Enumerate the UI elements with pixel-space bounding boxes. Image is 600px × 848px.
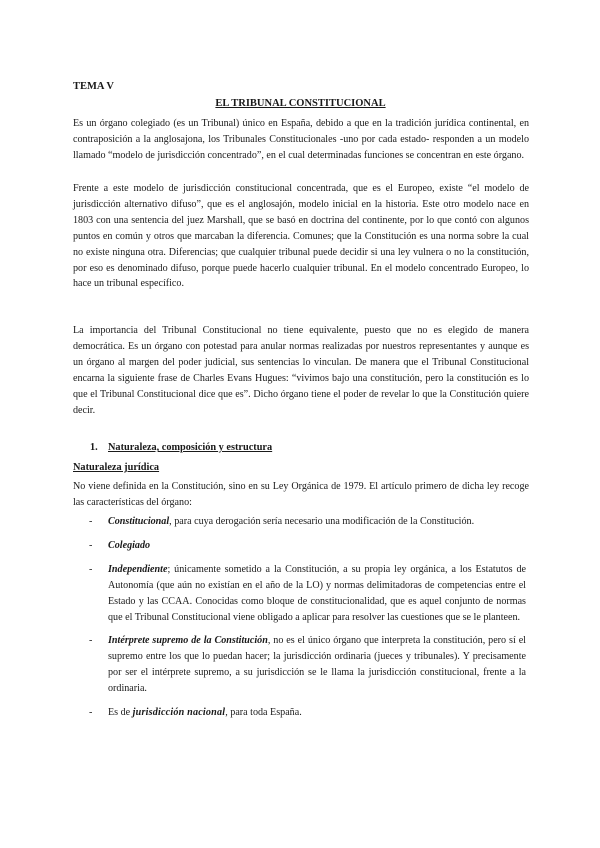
dash-bullet: -: [89, 707, 93, 719]
intro-paragraph-2: Frente a este modelo de jurisdicción constitucional concentrada, que es el Europeo, existe “el modelo de jurisdicción alternativo difuso”, que es el anglosajón, modelo inicial en la historia. Este otro modelo nace en 1803 con una sentencia del juez Marshall, que se basó en doctrina del continente, por lo que contó con algunos puntos en común y otros que marcaban la diferencia. Comunes; que la Constitución es una norma sobre la cual no existe ninguna otra. Diferencias; que cualquier tribunal puede decidir si una ley vulnera o no la constitución, por eso es denominado difuso, porque puede hacerlo cualquier tribunal. En el modelo concentrado Europeo, lo hace un tribunal específico.: [73, 183, 529, 290]
dash-bullet: -: [89, 563, 93, 575]
list-text: , para toda España.: [225, 707, 302, 719]
section-heading: [90, 441, 272, 455]
list-text: , para cuya derogación sería necesario una modificación de la Constitución.: [169, 516, 475, 527]
list-term: Colegiado: [108, 539, 151, 551]
list-text-prefix: Es de: [108, 707, 133, 719]
list-term: Constitucional: [108, 516, 170, 527]
list-term: jurisdicción nacional: [132, 707, 226, 719]
tema-label: TEMA V: [73, 81, 114, 92]
dash-bullet: -: [89, 516, 93, 527]
section-number: 1.: [90, 442, 98, 453]
dash-bullet: -: [89, 635, 93, 647]
list-term: Independiente: [108, 563, 168, 575]
list-item: [73, 514, 533, 530]
list-text: ; únicamente sometido a la Constitución, a su propia ley orgánica, a los Estatutos de Autonomía (que aún no existían en el año de la LO) y normas delimitadoras de competencias entre el Estado y las CCAA. Conocidas como bloque de constitucionalidad, que es aquel conjunto de normas que el Tribunal Constitucional viene obligado a aplicar para resolver las cuestiones que se le planteen.: [108, 563, 526, 623]
section-title: Naturaleza, composición y estructura: [108, 442, 273, 453]
dash-bullet: -: [89, 539, 93, 551]
list-text: , no es el único órgano que interpreta la constitución, pero sí el supremo entre los que lo puedan hacer; la jurisdicción ordinaria (jueces y tribunales). Y precisamente por ser el intérprete supremo, a su jurisdicción se le llama la jurisdicción constitucional, frente a la ordinaria.: [108, 635, 526, 695]
list-item: [73, 538, 533, 554]
intro-paragraph-1: Es un órgano colegiado (es un Tribunal) único en España, debido a que en la tradición jurídica continental, en contraposición a la anglosajona, los Tribunales Constitucionales -uno por cada estado- responden a un modelo llamado “modelo de jurisdicción concentrado”, en el cual determinadas funciones se concentran en este órgano.: [73, 118, 529, 161]
list-item: [73, 705, 533, 721]
page-title: EL TRIBUNAL CONSTITUCIONAL: [215, 98, 386, 109]
subsection-heading: Naturaleza jurídica: [73, 462, 160, 473]
list-item: [73, 633, 533, 697]
characteristics-list: [73, 514, 533, 729]
intro-paragraph-3: La importancia del Tribunal Constitucional no tiene equivalente, puesto que no es elegido de manera democrática. Es un órgano con potestad para anular normas realizadas por nuestros representantes y aunque es un órgano al margen del poder judicial, sus sentencias lo vinculan. De manera que el Tribunal Constitucional encarna la siguiente frase de Charles Evans Hugues: “vivimos bajo una constitución, pero la constitución es lo que el Tribunal Constitucional dice que es”. Dicho órgano tiene el poder de revelar lo que la Constitución quiere decir.: [73, 325, 529, 416]
list-item: [73, 562, 533, 626]
list-term: Intérprete supremo de la Constitución: [108, 635, 268, 647]
section-paragraph: No viene definida en la Constitución, sino en su Ley Orgánica de 1979. El artículo primero de dicha ley recoge las características del órgano:: [73, 481, 529, 508]
